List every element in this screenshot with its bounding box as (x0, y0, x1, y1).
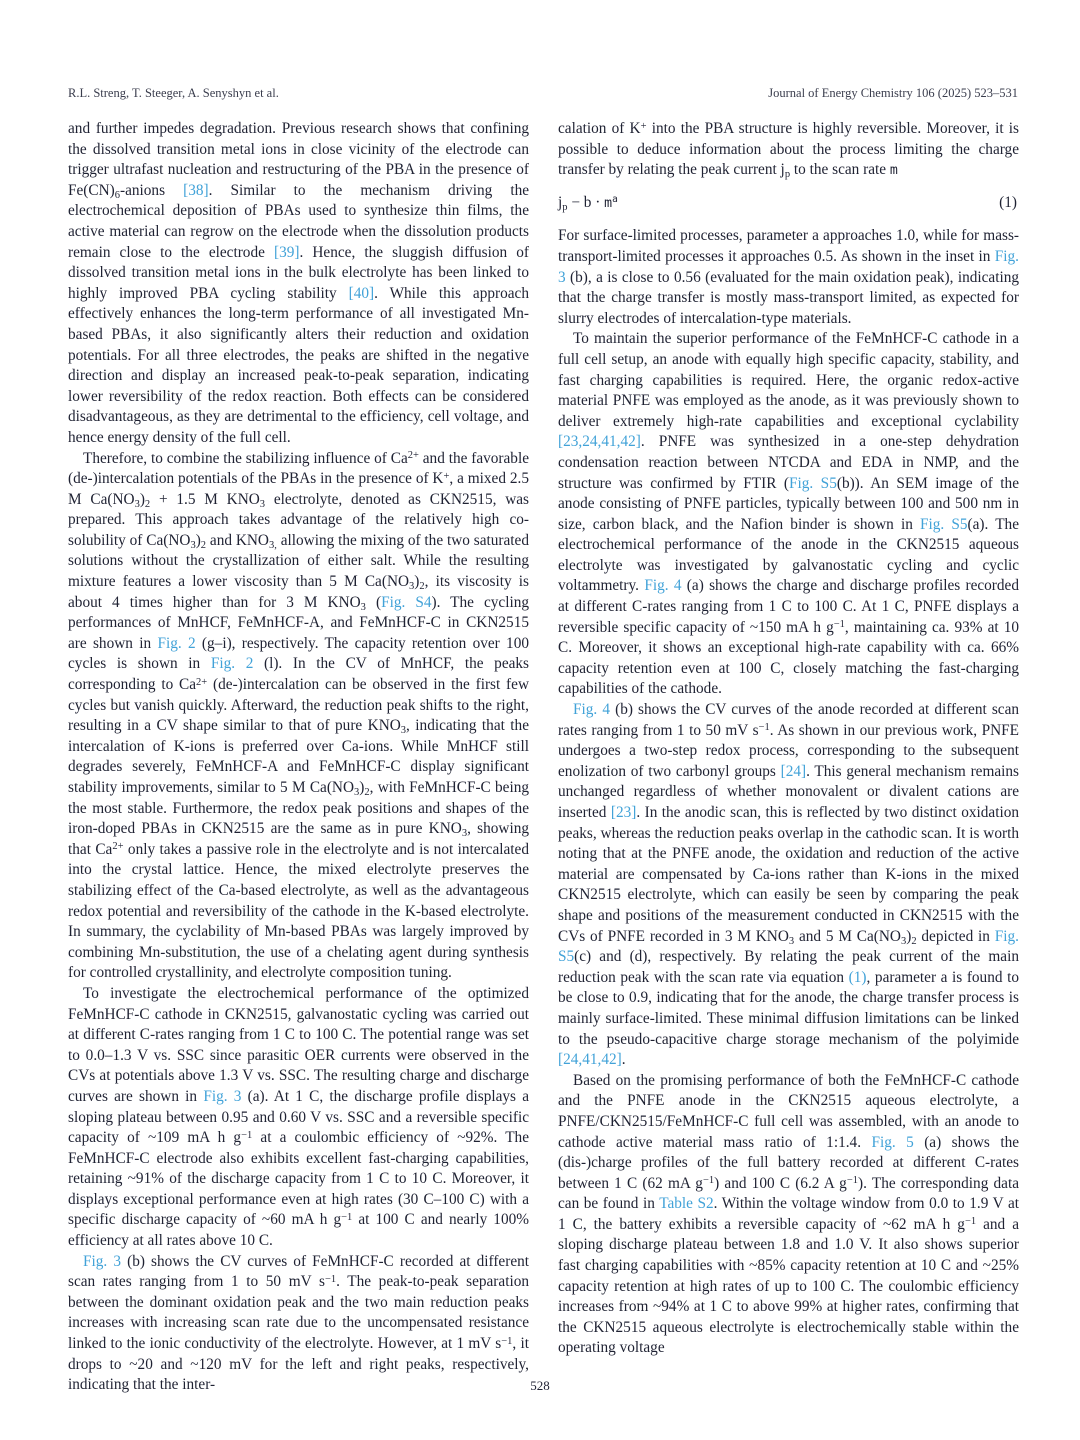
text-segment: m (889, 163, 898, 179)
text-segment: 3 (900, 935, 907, 947)
text-segment: ) and 100 C (6.2 A g (714, 1174, 847, 1192)
text-segment: 3 (461, 828, 468, 840)
text-segment: , indicating that the intercalation of K-ions is preferred over Ca-ions. While MnHCF still degrades severely, FeMnHCF-A and FeMnHCF-C display significant stability improvements, similar to 5 M Ca(NO (68, 717, 529, 796)
text-segment: ( (365, 593, 382, 611)
citation-link[interactable]: [23,24,41,42] (558, 433, 641, 451)
text-segment: . Hence, the sluggish diffusion of dissolved transition metal ions in the bulk electrolyte has been linked to highly improved PBA cycling stability (68, 243, 529, 302)
text-segment: (a) shows the charge and discharge profiles recorded at different C-rates ranging from 1 C to 100 C. At 1 C, PNFE displays a reversible specific capacity of ~150 mA h g (558, 577, 1019, 636)
citation-link[interactable]: Fig. 3 (83, 1252, 121, 1270)
text-segment: and the favorable (de-)intercalation potentials of the PBAs in the presence of K (68, 449, 529, 488)
text-segment: , showing that Ca (68, 820, 529, 858)
text-segment: 2+ (196, 676, 208, 688)
citation-link[interactable]: Fig. S5 (789, 474, 837, 492)
text-segment: (g–i), respectively. The capacity retention over 100 cycles is shown in (68, 634, 529, 673)
text-segment: allowing the mixing of the two saturated solutions without the crystallization of either salt. While the resulting mixture features a lower viscosity than 5 M Ca(NO (68, 531, 529, 591)
text-segment: depicted in (916, 927, 995, 945)
text-segment: , it drops to ~20 and ~120 mV for the left and right peaks, respectively, indicating that the inter- (68, 1335, 529, 1394)
paragraph (558, 700, 1019, 1071)
paragraph (558, 226, 1019, 329)
text-segment: (a) shows the (dis-)charge profiles of the full battery recorded at different C-rates between 1 C (62 mA g (558, 1133, 1020, 1192)
running-head (68, 86, 1018, 101)
text-segment: (a). The electrochemical performance of the anode in the CKN2515 aqueous electrolyte was investigated by galvanostatic cycling and cyclic voltammetry. (558, 515, 1019, 595)
text-segment: 2 (911, 935, 917, 947)
right-column (558, 119, 1019, 1396)
citation-link[interactable]: (1) (848, 968, 867, 986)
text-segment: m (604, 195, 613, 211)
text-segment: ) (906, 927, 912, 945)
citation-link[interactable]: Fig. 2 (210, 655, 254, 673)
text-segment: ) (359, 779, 365, 796)
text-segment: , its viscosity is about 4 times higher than for 3 M KNO (68, 573, 530, 611)
citation-link[interactable]: Fig. 5 (871, 1133, 914, 1151)
text-segment: -anions (120, 181, 184, 199)
text-segment: −1 (758, 722, 770, 734)
text-segment: (b)). An SEM image of the anode consisting of PNFE particles, typically between 100 and 500 nm in size, carbon black, and the Nafion binder is shown in (558, 474, 1019, 533)
text-segment: + (443, 470, 450, 482)
text-segment: 3 (354, 787, 360, 798)
text-segment: 3 (400, 725, 407, 737)
text-segment: to the scan rate (790, 161, 890, 179)
citation-link[interactable]: Fig. 4 (644, 577, 682, 595)
text-segment: To investigate the electrochemical performance of the optimized FeMnHCF-C cathode in CKN2515, galvanostatic cycling was carried out at different C-rates ranging from 1 C to 100 C. The potential range was set to 0.0–1.3 V vs. SSC since parasitic OER currents were observed in the CVs at potentials above 1.3 V vs. SSC. The resulting charge and discharge curves are shown in (68, 984, 529, 1105)
text-segment: 2 (144, 498, 151, 510)
page-number: 528 (530, 1378, 550, 1393)
text-segment: Therefore, to combine the stabilizing influence of Ca (83, 449, 408, 467)
text-segment: . The peak-to-peak separation between the dominant oxidation peak and the two main reduction peaks increases with increasing scan rate due to the uncompensated resistance linked to the ionic conductivity of the electrolyte. However, at 1 mV s (68, 1273, 529, 1353)
text-segment: 3 (360, 601, 366, 613)
citation-link[interactable]: [23] (610, 804, 637, 821)
text-segment: , parameter a is found to be close to 0.9, indicating that for the anode, the charge transfer process is mainly surface-limited. These minimal diffusion limitations can be linked to the pseudo-capacitive charge storage mechanism of the polyimide (558, 968, 1019, 1048)
paragraph (68, 1252, 529, 1396)
equation (558, 193, 1019, 215)
text-segment: 2+ (112, 841, 124, 853)
text-segment: + 1.5 M KNO (150, 490, 260, 508)
paragraph (558, 119, 1019, 182)
paragraph (558, 1071, 1019, 1359)
text-segment: (c) and (d), respectively. By relating the peak current of the main reduction peak with the scan rate via equation (558, 948, 1019, 986)
text-segment: , maintaining ca. 93% at 10 C. Moreover, it shows an exceptional high-rate capability with ca. 66% capacity retention even at 100 C, closely matching the fast-charging capabilities of the cathode. (558, 618, 1019, 698)
citation-link[interactable]: Fig. 3 (558, 247, 1019, 286)
text-segment: 3 (409, 581, 415, 593)
text-segment: ). The corresponding data can be found in (558, 1174, 1020, 1213)
text-segment: (l). In the CV of MnHCF, the peaks corresponding to Ca (68, 655, 530, 694)
paragraph (68, 984, 529, 1252)
text-segment: −1 (241, 1129, 253, 1141)
text-segment: + (640, 120, 647, 132)
text-segment: − b · (567, 193, 605, 211)
text-segment: and 5 M Ca(NO (794, 927, 901, 945)
text-segment: . (621, 1051, 626, 1069)
citation-link[interactable]: Table S2 (659, 1195, 714, 1213)
text-segment: and a sloping discharge plateau between 1.8 and 1.0 V. It also shows superior fast charging capabilities with ~85% capacity retention at 10 C and ~25% capacity retention at high rates of up to 100 C. The coulombic efficiency increases from ~94% at 1 C to above 99% at higher rates, confirming that the CKN2515 aqueous electrolyte is electrochemically stable within the operating voltage (558, 1215, 1019, 1357)
text-segment: (a). At 1 C, the discharge profile displays a sloping plateau between 0.95 and 0.60 V vs. SSC and a reversible specific capacity of ~109 mA h g (68, 1087, 529, 1147)
text-segment: (b) shows the CV curves of FeMnHCF-C recorded at different scan rates ranging from 1 to 50 mV s (68, 1252, 530, 1291)
header-journal: Journal of Energy Chemistry 106 (2025) 523–531 (768, 86, 1018, 100)
citation-link[interactable]: Fig. 4 (573, 701, 610, 719)
citation-link[interactable]: Fig. S5 (558, 927, 1019, 966)
text-segment: and further impedes degradation. Previous research shows that confining the dissolved transition metal ions in close vicinity of the electrode can trigger ultrafast nucleation and restructuring of the PBA in the presence of Fe(CN) (68, 120, 529, 199)
citation-link[interactable]: [39] (273, 243, 300, 261)
text-segment: (b) shows the CV curves of the anode recorded at different scan rates ranging from 1 to 50 mV s (558, 701, 1020, 739)
text-segment: . This general mechanism remains unchanged regardless of whether monovalent or divalent cations are inserted (558, 762, 1019, 821)
citation-link[interactable]: [24] (780, 762, 807, 780)
text-segment: 3 (134, 498, 140, 510)
text-segment: 3 (788, 935, 795, 947)
text-segment: p (562, 201, 568, 213)
text-segment: ). The cycling performances of MnHCF, FeMnHCF-A, and FeMnHCF-C in CKN2515 are shown in (68, 593, 529, 652)
text-segment: . In the anodic scan, this is reflected by two distinct oxidation peaks, whereas the reduction peaks overlap in the cathodic scan. It is worth noting that at the PNFE anode, the oxidation and reduction of the active material are compensated by Ca-ions rather than K-ions in the mixed CKN2515 electrolyte, which can easily be seen by comparing the peak shape and positions of the measurement conducted in CKN2515 with the CVs of PNFE recorded in 3 M KNO (558, 804, 1019, 945)
text-segment: 3 (259, 498, 266, 510)
text-segment: only takes a passive role in the electrolyte and is not intercalated into the crystal lattice. Hence, the mixed electrolyte preserves the stabilizing effect of the Ca-based electrolyte, as well as the advantageous redox potential and reversibility of the cathode in the K-based electrolyte. In summary, the cyclability of Mn-based PBAs was largely improved by combining Mn-substitution, the use of a chelating agent during synthesis for controlled crystallinity, and electrolyte composition tuning. (68, 840, 529, 982)
text-segment: at a coulombic efficiency of ~92%. The FeMnHCF-C electrode also exhibits excellent fast-charging capabilities, retaining ~91% of the discharge capacity from 1 C to 10 C. Moreover, it displays exceptional performance even at high rates (30 C–100 C) with a specific discharge capacity of ~60 mA h g (68, 1129, 529, 1229)
citation-link[interactable]: Fig. S4 (381, 593, 432, 611)
text-segment: at 100 C and nearly 100% efficiency at all rates above 10 C. (68, 1211, 529, 1250)
text-segment: p (784, 169, 791, 181)
two-column-body (68, 119, 1019, 1396)
text-segment: 6 (114, 189, 120, 201)
text-segment: . Within the voltage window from 0.0 to 1.9 V at 1 C, the battery exhibits a reversible capacity of ~62 mA h g (558, 1195, 1019, 1233)
text-segment: To maintain the superior performance of the FeMnHCF-C cathode in a full cell setup, an anode with equally high specific capacity, stability, and fast charging capabilities is required. Here, the organic redox-active material PNFE was employed as the anode, as it was previously shown to deliver extremely high-rate capabilities and exceptional cyclability (558, 330, 1019, 430)
text-segment: 2 (200, 539, 207, 551)
text-segment: (b), a is close to 0.56 (evaluated for the main oxidation peak), indicating that the charge transfer is mostly mass-transport limited, as expected for slurry electrodes of intercalation-type materials. (558, 268, 1019, 327)
text-segment: Based on the promising performance of both the FeMnHCF-C cathode and the PNFE anode in the CKN2515 aqueous electrolyte, a PNFE/CKN2515/FeMnHCF-C full cell was assembled, with an anode to cathode active material mass ratio of 1:1.4. (558, 1071, 1019, 1151)
text-segment: . While this approach effectively enhances the long-term performance of all investigated Mn-based PBAs, it also significantly alters their reduction and oxidation potentials. For all three electrodes, the peaks are shifted in the negative direction and display an increased peak-to-peak separation, indicating lower reversibility of the redox reaction. Both effects can be considered disadvantageous, as they are detrimental to the efficiency, cell voltage, and hence energy density of the full cell. (68, 284, 529, 446)
left-column (68, 119, 529, 1396)
text-segment: , with FeMnHCF-C being the most stable. Furthermore, the redox peak positions and shapes of the iron-doped PBAs in CKN2515 are the same as in pure KNO (68, 779, 530, 838)
text-segment: calation of K (558, 120, 641, 137)
citation-link[interactable]: [38] (183, 181, 209, 199)
text-segment: For surface-limited processes, parameter a approaches 1.0, while for mass-transport-limited processes it approaches 0.5. As shown in the inset in (558, 227, 1019, 265)
text-segment: ) (195, 531, 201, 549)
text-segment: −1 (341, 1211, 353, 1223)
paragraph (68, 119, 529, 449)
text-segment: . Similar to the mechanism driving the electrochemical deposition of PBAs used to synthesize thin films, the active material can regrow on the electrode when the dissolution products remain close to the electrode (68, 181, 530, 261)
text-segment: . PNFE was synthesized in a one-step dehydration condensation reaction between NTCDA and EDA in NMP, and the structure was confirmed by FTIR ( (558, 433, 1019, 492)
text-segment: 2 (364, 787, 370, 798)
text-segment: j (558, 193, 563, 211)
text-segment: 2 (419, 581, 425, 593)
text-segment: 2+ (407, 450, 419, 461)
text-segment: . As shown in our previous work, PNFE undergoes a two-step redox process, corresponding to the subsequent enolization of two carbonyl groups (558, 721, 1019, 780)
text-segment: into the PBA structure is highly reversible. Moreover, it is possible to deduce information about the process limiting the charge transfer by relating the peak current j (558, 120, 1019, 179)
text-segment: −1 (324, 1273, 337, 1285)
text-segment: ) (414, 573, 420, 591)
text-segment: ) (139, 490, 145, 508)
text-segment: , a mixed 2.5 M Ca(NO (68, 470, 529, 508)
text-segment: −1 (964, 1216, 977, 1228)
citation-link[interactable]: Fig. 3 (203, 1087, 242, 1105)
text-segment: electrolyte, denoted as CKN2515, was prepared. This approach takes advantage of the relatively high co-solubility of Ca(NO (68, 490, 529, 549)
header-authors: R.L. Streng, T. Steeger, A. Senyshyn et al. (68, 86, 279, 100)
text-segment: a (612, 194, 618, 206)
text-segment: (de-)intercalation can be observed in the first few cycles but vanish quickly. Afterward, the reduction peak shifts to the right, resulting in a CV shape similar to that of pure KNO (68, 676, 529, 735)
text-segment: −1 (833, 619, 845, 631)
text-segment: 3, (268, 539, 277, 551)
text-segment: −1 (501, 1335, 513, 1347)
citation-link[interactable]: Fig. S5 (920, 515, 968, 533)
text-segment: −1 (846, 1175, 859, 1187)
text-segment: and KNO (206, 531, 269, 549)
paragraph (68, 449, 529, 984)
equation-number: (1) (999, 193, 1017, 211)
citation-link[interactable]: Fig. 2 (157, 634, 196, 652)
citation-link[interactable]: [24,41,42] (558, 1051, 622, 1069)
text-segment: −1 (702, 1175, 715, 1187)
citation-link[interactable]: [40] (348, 284, 375, 302)
paragraph (558, 329, 1019, 700)
text-segment: 3 (190, 539, 196, 551)
